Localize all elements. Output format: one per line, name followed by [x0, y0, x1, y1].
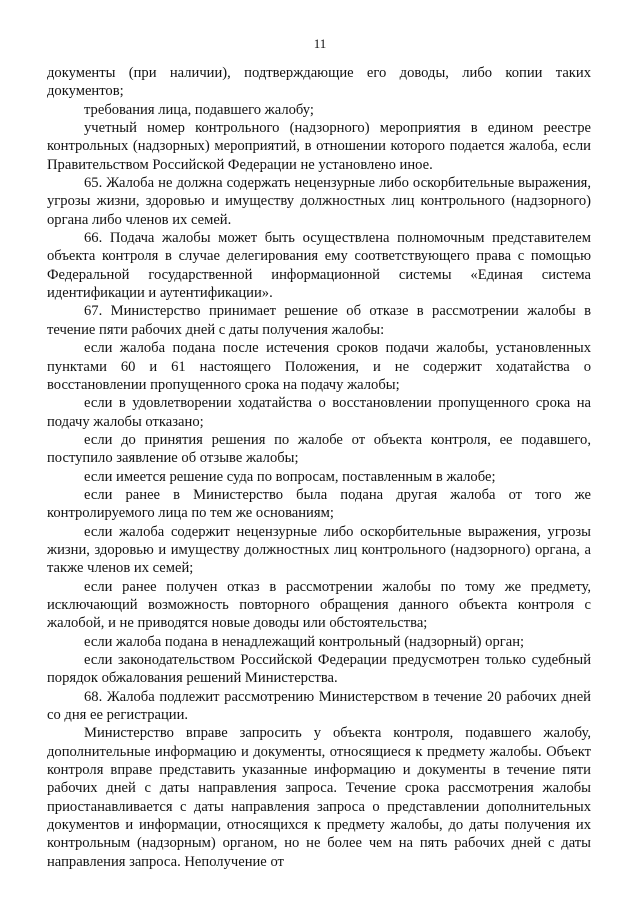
paragraph: документы (при наличии), подтверждающие его доводы, либо копии таких документов;	[47, 65, 591, 100]
paragraph: 66. Подача жалобы может быть осуществлена полномочным представителем объекта контроля в случае делегирования ему соответствующего права с помощью Федеральной государственной информационной системы «Единая система идентификации и аутентификации».	[47, 230, 591, 302]
paragraph: учетный номер контрольного (надзорного) мероприятия в едином реестре контрольных (надзорных) мероприятий, в отношении которого подается жалоба, если Правительством Российской Федерации не установлено иное.	[47, 120, 591, 173]
paragraph: если ранее получен отказ в рассмотрении жалобы по тому же предмету, исключающий возможность повторного обращения данного объекта контроля с жалобой, и не приводятся новые доводы или обстоятельства;	[47, 578, 591, 632]
paragraph: если жалоба подана после истечения сроков подачи жалобы, установленных пунктами 60 и 61 настоящего Положения, и не содержит ходатайства о восстановлении пропущенного срока на подачу жалобы;	[47, 340, 591, 393]
paragraph: если законодательством Российской Федерации предусмотрен только судебный порядок обжалования решений Министерства.	[47, 652, 591, 687]
paragraph: если до принятия решения по жалобе от объекта контроля, ее подавшего, поступило заявление об отзыве жалобы;	[47, 431, 591, 467]
paragraph: если жалоба содержит нецензурные либо оскорбительные выражения, угрозы жизни, здоровью и имуществу должностных лиц контрольного (надзорного) органа, а также членов их семей;	[47, 523, 591, 577]
paragraph: 68. Жалоба подлежит рассмотрению Министерством в течение 20 рабочих дней со дня ее регистрации.	[47, 688, 591, 724]
paragraph: 67. Министерство принимает решение об отказе в рассмотрении жалобы в течение пяти рабочих дней с даты получения жалобы:	[47, 303, 591, 338]
paragraph: требования лица, подавшего жалобу;	[84, 101, 314, 118]
page-number: 11	[313, 36, 327, 51]
document-body	[47, 64, 591, 871]
paragraph: 65. Жалоба не должна содержать нецензурные либо оскорбительные выражения, угрозы жизни, здоровью и имуществу должностных лиц контрольного (надзорного) органа либо членов их семей.	[47, 175, 591, 228]
paragraph: если в удовлетворении ходатайства о восстановлении пропущенного срока на подачу жалобы отказано;	[47, 395, 591, 430]
paragraph: Министерство вправе запросить у объекта контроля, подавшего жалобу, дополнительные информацию и документы, относящиеся к предмету жалобы. Объект контроля вправе представить указанные информацию и документы в течение пяти рабочих дней с даты направления запроса. Течение срока рассмотрения жалобы приостанавливается с даты направления запроса о представлении дополнительных документов и информации, относящихся к предмету жалобы, до даты получения их контрольным (надзорным) органом, но не более чем на пять рабочих дней с даты направления запроса. Неполучение от	[47, 725, 591, 870]
paragraph: если ранее в Министерство была подана другая жалоба от того же контролируемого лица по тем же основаниям;	[47, 486, 591, 522]
paragraph: если имеется решение суда по вопросам, поставленным в жалобе;	[84, 468, 496, 485]
paragraph: если жалоба подана в ненадлежащий контрольный (надзорный) орган;	[84, 633, 525, 650]
